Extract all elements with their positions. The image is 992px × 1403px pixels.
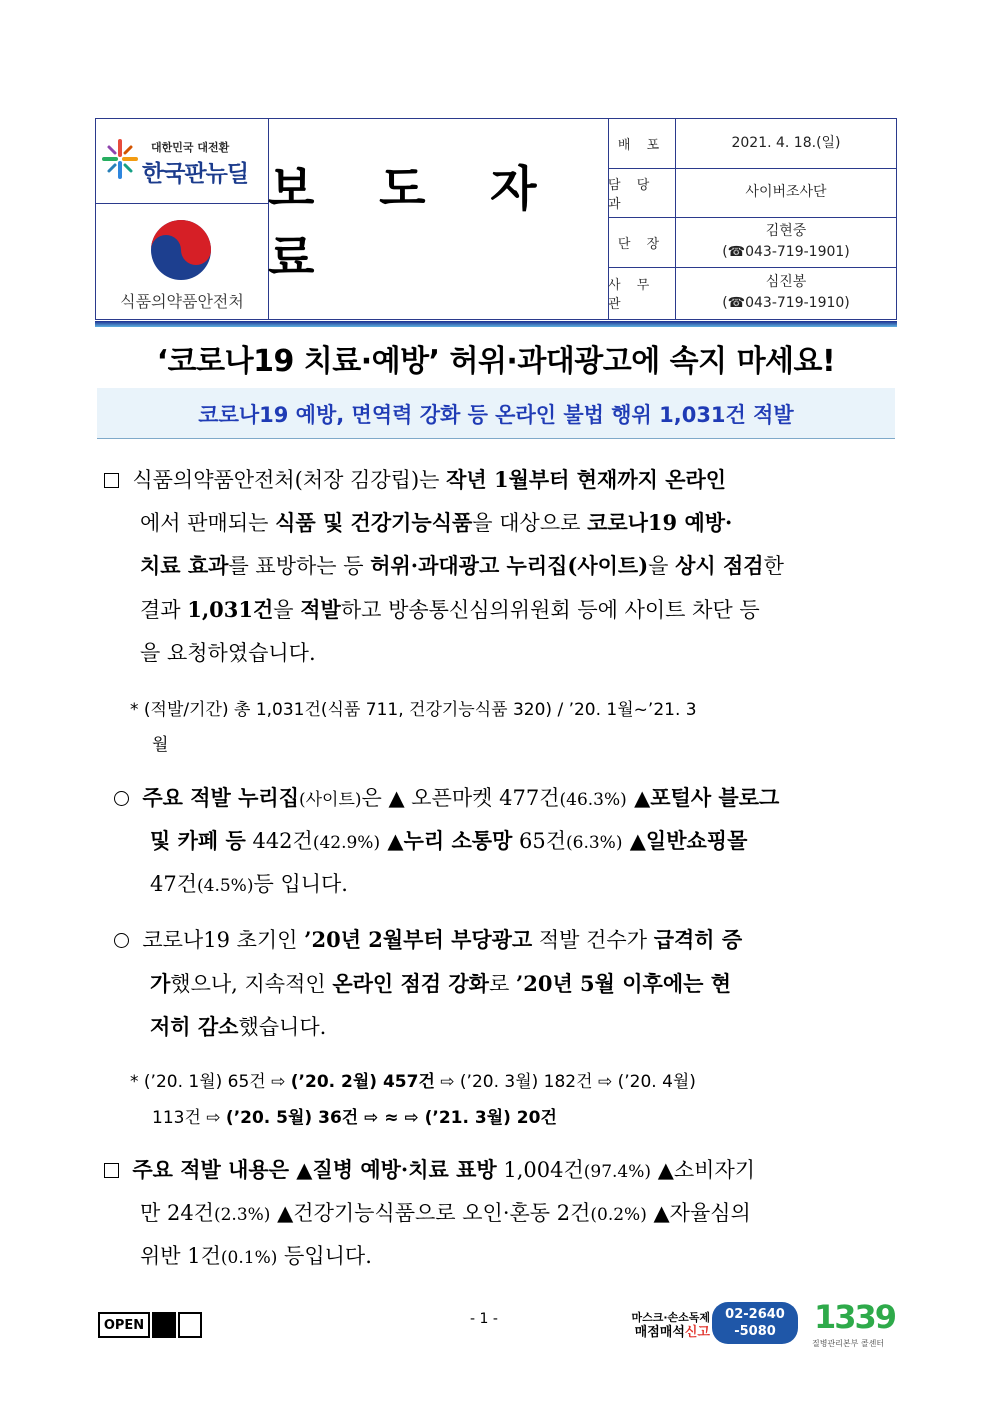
note1-line-1: * (적발/기간) 총 1,031건(식품 711, 건강기능식품 320) / ’20. 1월~’21. 3 [130, 700, 697, 720]
text: 하고 방송통신심의위원회 등에 사이트 차단 등 [340, 598, 760, 622]
text-small: (0.1%) [220, 1248, 278, 1268]
checkbox-bullet-icon [104, 473, 119, 488]
note1-line-2: 월 [152, 735, 169, 755]
text: ▲자율심의 [646, 1201, 751, 1225]
text: 을 [648, 554, 676, 578]
text-bold: (’20. 2월) 457건 [290, 1072, 435, 1092]
text-bold: 치료 효과 [140, 553, 229, 578]
report-label: 신고 [684, 1325, 710, 1340]
phone-line-1: 02-2640 [725, 1307, 785, 1322]
text-small: (4.5%) [197, 876, 254, 896]
text: ▲소비자기 [651, 1158, 756, 1182]
mask-notice-line-1: 마스크·손소독제 [631, 1311, 710, 1324]
text-bold: 상시 점검 [675, 553, 764, 578]
logo-main-text: 한국판뉴딜 [142, 161, 249, 187]
headline: ‘코로나19 치료·예방’ 허위·과대광고에 속지 마세요! [156, 344, 836, 379]
p2-line-2 [150, 825, 747, 855]
text-small: (6.3%) [566, 833, 623, 853]
text: 113건 ⇨ [152, 1108, 226, 1128]
text: 은 ▲ 오픈마켓 [361, 786, 493, 810]
text: 등입니다. [277, 1244, 372, 1268]
text-bold: (’20. 5월) 36건 ⇨ ≈ ⇨ (’21. 3월) 20건 [225, 1108, 557, 1128]
checkbox-bullet-icon [104, 1163, 119, 1178]
circle-bullet-icon [114, 933, 129, 948]
text: 한 [763, 554, 784, 578]
text: 코로나19 초기인 [142, 928, 305, 952]
row-label-distribution: 배 포 [617, 138, 666, 153]
text: * (’20. 1월) 65건 ⇨ [130, 1072, 291, 1092]
text-bold: 식품 및 건강기능식품 [275, 510, 473, 535]
text: 47건 [150, 872, 198, 896]
p3-line-3 [150, 1011, 326, 1041]
hotline-1339-logo: 1339 [814, 1298, 896, 1336]
hotline-caption: 질병관리본부 콜센터 [812, 1339, 885, 1348]
note2-line-2 [152, 1103, 557, 1128]
text-bold: 허위·과대광고 누리집(사이트) [370, 553, 649, 578]
logo2-text: 식품의약품안전처 [120, 292, 244, 311]
text-bold: 코로나19 예방· [587, 510, 733, 535]
text-small: (2.3%) [213, 1205, 271, 1225]
director-phone: (☎043-719-1901) [722, 244, 850, 260]
text-bold: 은 ▲질병 예방·치료 표방 [268, 1157, 497, 1182]
text: 적발 건수가 [532, 928, 654, 952]
text: 을 대상으로 [472, 511, 588, 535]
text-bold: 가 [150, 971, 171, 996]
p3-line-1 [114, 924, 742, 954]
text: 등 입니다. [253, 872, 348, 896]
p1-line-4 [140, 594, 760, 624]
license-attribution-icon [152, 1312, 176, 1338]
text: 만 24건 [140, 1201, 214, 1225]
text-bold: 주요 적발 내용 [132, 1157, 269, 1182]
p4-line-3 [140, 1240, 372, 1270]
open-license-badge [98, 1312, 202, 1340]
text: 했으나, 지속적인 [170, 972, 333, 996]
p1-line-2 [140, 507, 732, 537]
open-label: OPEN [98, 1312, 150, 1338]
p1-line-3 [140, 550, 784, 580]
department-name: 사이버조사단 [745, 184, 827, 200]
text-bold: ’20년 2월부터 부당광고 [304, 927, 533, 952]
text-bold: 작년 1월부터 현재까지 온라인 [446, 467, 727, 492]
row-label-department: 담 당 과 [608, 177, 656, 212]
text-small: (42.9%) [312, 833, 381, 853]
text: 65건 [512, 829, 566, 853]
p2-line-1 [114, 782, 779, 812]
text-bold: 급격히 증 [653, 927, 743, 952]
p2-line-3 [150, 868, 348, 898]
page-title: 보 도 자 료 [268, 161, 561, 286]
p4-line-1 [104, 1154, 755, 1184]
circle-bullet-icon [114, 791, 129, 806]
text: 1,004건 [496, 1158, 584, 1182]
text-bold: ▲포털사 블로그 [626, 785, 780, 810]
hoarding-report-notice [620, 1310, 710, 1340]
text: ▲건강기능식품으로 오인·혼동 2건 [270, 1201, 591, 1225]
text: 식품의약품안전처(처장 김강립)는 [132, 468, 447, 492]
p4-line-2 [140, 1197, 751, 1227]
text-small: (46.3%) [559, 790, 627, 810]
p3-line-2 [150, 968, 731, 998]
text-bold: ▲일반쇼핑몰 [622, 828, 748, 853]
logo-small-text: 대한민국 대전환 [151, 141, 230, 154]
text-bold: 적발 [300, 597, 341, 622]
text: 477건 [492, 786, 560, 810]
row-label-officer: 사 무 관 [608, 278, 656, 312]
license-no-commercial-icon [178, 1312, 202, 1338]
text: ⇨ (’20. 3월) 182건 ⇨ (’20. 4월) [434, 1072, 696, 1092]
text-bold: 저히 감소 [150, 1014, 239, 1039]
text: 을 [273, 598, 301, 622]
page-number: - 1 - [470, 1311, 498, 1327]
text-bold: 온라인 점검 강화 [332, 971, 489, 996]
subheadline: 코로나19 예방, 면역력 강화 등 온라인 불법 행위 1,031건 적발 [198, 403, 794, 427]
text: 위반 1건 [140, 1244, 221, 1268]
p1-line-5: 을 요청하였습니다. [140, 641, 316, 665]
text: 로 [488, 972, 516, 996]
officer-phone: (☎043-719-1910) [722, 295, 850, 311]
text-small: (사이트) [298, 790, 362, 810]
report-phone-mask-icon [712, 1302, 798, 1344]
p1-line-1 [104, 464, 726, 494]
row-label-director: 단 장 [617, 236, 666, 252]
note2-line-1 [130, 1067, 696, 1092]
text-small: (0.2%) [590, 1205, 647, 1225]
text: 를 표방하는 등 [228, 554, 371, 578]
text-bold: ▲누리 소통망 [380, 828, 513, 853]
text: 442건 [245, 829, 313, 853]
text-bold: 및 카페 등 [150, 828, 246, 853]
distribution-date: 2021. 4. 18.(일) [731, 135, 841, 151]
text-bold: ’20년 5월 이후에는 현 [515, 971, 732, 996]
officer-name: 심진봉 [765, 274, 807, 290]
text: 에서 판매되는 [140, 511, 276, 535]
text: 결과 [140, 598, 188, 622]
text: 했습니다. [238, 1015, 327, 1039]
director-name: 김현중 [765, 223, 807, 239]
text-bold: 1,031건 [187, 597, 274, 622]
phone-line-2: -5080 [734, 1324, 776, 1339]
text-small: (97.4%) [583, 1162, 652, 1182]
text-bold: 주요 적발 누리집 [142, 785, 299, 810]
mask-notice-text: 매점매석 [634, 1325, 685, 1340]
